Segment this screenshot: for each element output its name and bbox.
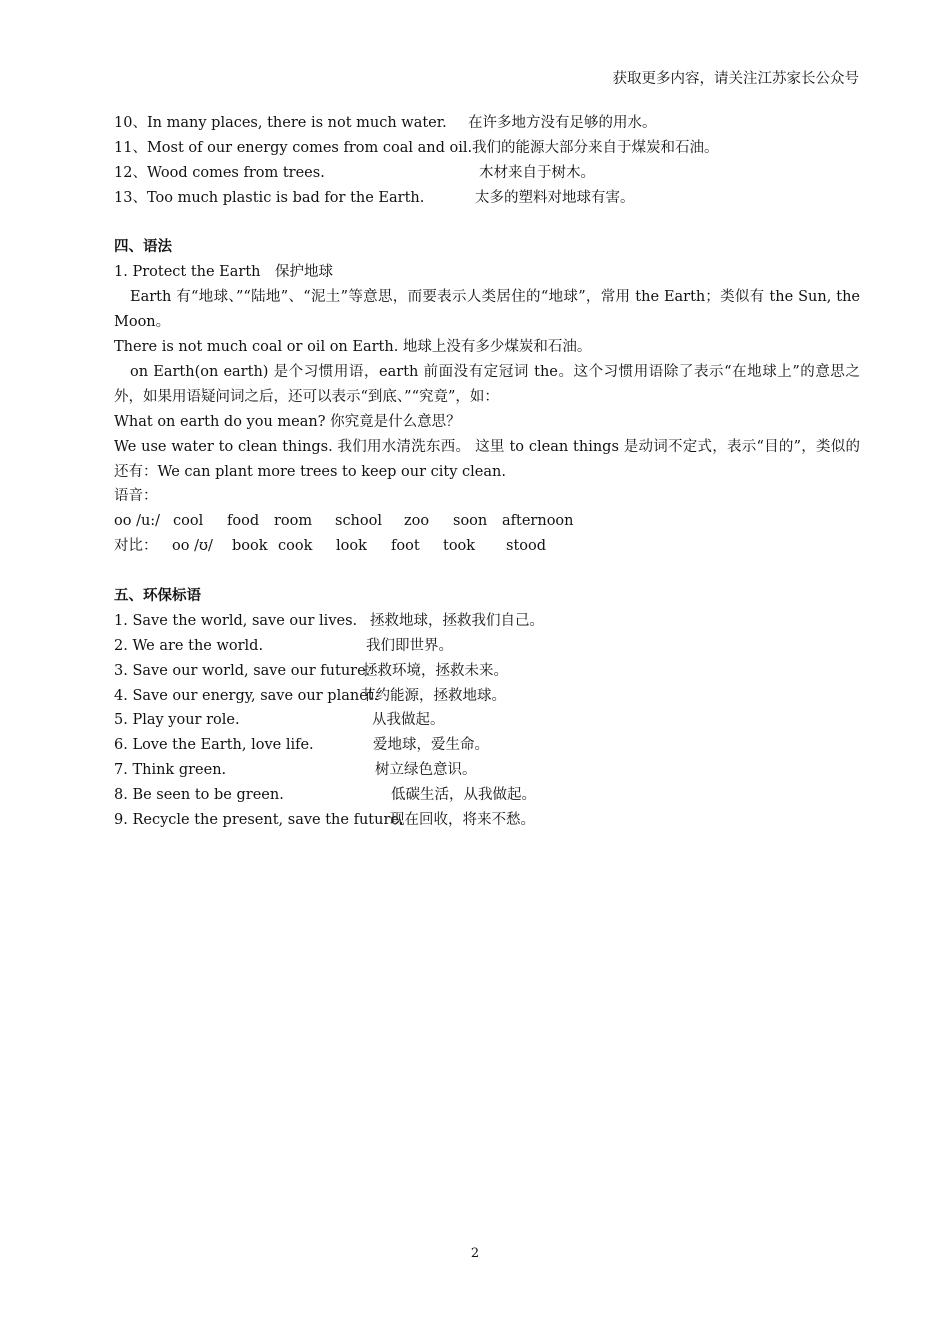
slogan-row xyxy=(114,684,860,709)
spacer xyxy=(114,559,860,584)
slogan-en: 8. Be seen to be green. xyxy=(114,787,284,804)
phonetic-word: zoo xyxy=(404,513,430,530)
phonetics-row xyxy=(114,534,860,559)
grammar-example: What on earth do you mean? 你究竟是什么意思？ xyxy=(114,413,461,430)
sentence-row xyxy=(114,111,860,136)
slogan-cn: 从我做起。 xyxy=(372,712,445,729)
grammar-item-title: 1. Protect the Earth 保护地球 xyxy=(114,264,334,281)
slogan-cn: 拯救地球，拯救我们自己。 xyxy=(370,612,544,629)
slogan-row xyxy=(114,783,860,808)
page-number: 2 xyxy=(470,1246,480,1261)
phonetic-word: soon xyxy=(453,513,488,530)
slogan-row xyxy=(114,733,860,758)
phonetic-word: stood xyxy=(506,538,547,555)
phonetic-word: look xyxy=(336,538,367,555)
sentence-en: 12、Wood comes from trees. xyxy=(114,164,325,181)
slogan-cn: 我们即世界。 xyxy=(366,637,453,654)
phonetic-symbol: oo /ʊ/ xyxy=(172,538,213,555)
slogan-en: 2. We are the world. xyxy=(114,637,264,654)
page-header: 获取更多内容，请关注江苏家长公众号 xyxy=(612,71,859,87)
grammar-paragraph: We use water to clean things. 我们用水清洗东西。 这里 to clean things 是动词不定式，表示“目的”，类似的还有：We can plant more trees to keep our city clean. xyxy=(114,438,860,480)
slogan-en: 3. Save our world, save our future. xyxy=(114,662,371,679)
phonetic-word: cool xyxy=(173,513,204,530)
slogan-row xyxy=(114,634,860,659)
grammar-example: There is not much coal or oil on Earth. 地球上没有多少煤炭和石油。 xyxy=(114,339,592,356)
slogan-en: 1. Save the world, save our lives. xyxy=(114,612,358,629)
sentence-cn: 在许多地方没有足够的用水。 xyxy=(468,115,657,131)
phonetic-symbol: oo /u:/ xyxy=(114,513,161,530)
grammar-paragraph: Earth 有“地球、”“陆地”、“泥土”等意思，而要表示人类居住的“地球”，常用 the Earth；类似有 the Sun, the Moon。 xyxy=(114,289,860,331)
section-heading-grammar: 四、语法 xyxy=(114,238,172,256)
section-heading-slogans: 五、环保标语 xyxy=(114,587,201,605)
phonetic-word: cook xyxy=(278,538,313,555)
slogan-row xyxy=(114,659,860,684)
sentence-cn: 太多的塑料对地球有害。 xyxy=(475,189,635,206)
slogan-cn: 现在回收，将来不愁。 xyxy=(390,812,535,829)
slogan-cn: 拯救环境，拯救未来。 xyxy=(363,662,508,679)
slogan-en: 5. Play your role. xyxy=(114,712,240,729)
sentence-cn: 木材来自于树木。 xyxy=(479,164,595,181)
slogan-en: 9. Recycle the present, save the future. xyxy=(114,812,404,829)
phonetic-word: room xyxy=(274,513,313,530)
phonetic-word: took xyxy=(443,538,476,555)
document-body xyxy=(114,111,860,833)
sentence-cn: 我们的能源大部分来自于煤炭和石油。 xyxy=(472,139,719,156)
sentence-en: 10、In many places, there is not much water. xyxy=(114,115,447,131)
sentence-row xyxy=(114,161,860,186)
slogan-row xyxy=(114,808,860,833)
slogan-row xyxy=(114,708,860,733)
phonetics-label: 语音： xyxy=(114,488,158,505)
sentence-row xyxy=(114,186,860,211)
slogan-cn: 低碳生活，从我做起。 xyxy=(391,787,536,804)
spacer xyxy=(114,211,860,236)
phonetic-word: school xyxy=(335,513,382,530)
phonetic-label: 对比： xyxy=(114,538,158,555)
slogan-en: 6. Love the Earth, love life. xyxy=(114,737,314,754)
sentence-row xyxy=(114,136,860,161)
phonetic-word: foot xyxy=(391,538,420,555)
grammar-paragraph: on Earth(on earth) 是个习惯用语，earth 前面没有定冠词 the。这个习惯用语除了表示“在地球上”的意思之外，如果用语疑问词之后，还可以表示“到底、”“究竟”，如： xyxy=(114,363,860,405)
slogan-cn: 节约能源，拯救地球。 xyxy=(361,687,506,704)
slogan-cn: 爱地球，爱生命。 xyxy=(373,737,489,754)
slogan-row xyxy=(114,609,860,634)
slogan-row xyxy=(114,758,860,783)
slogan-en: 4. Save our energy, save our planet. xyxy=(114,687,379,704)
sentence-en: 11、Most of our energy comes from coal and oil. xyxy=(114,139,473,156)
phonetic-word: food xyxy=(227,513,260,530)
sentence-en: 13、Too much plastic is bad for the Earth. xyxy=(114,189,425,206)
phonetic-word: book xyxy=(232,538,268,555)
phonetic-word: afternoon xyxy=(502,513,574,530)
phonetics-row xyxy=(114,509,860,534)
slogan-en: 7. Think green. xyxy=(114,762,227,779)
slogan-cn: 树立绿色意识。 xyxy=(375,762,477,779)
